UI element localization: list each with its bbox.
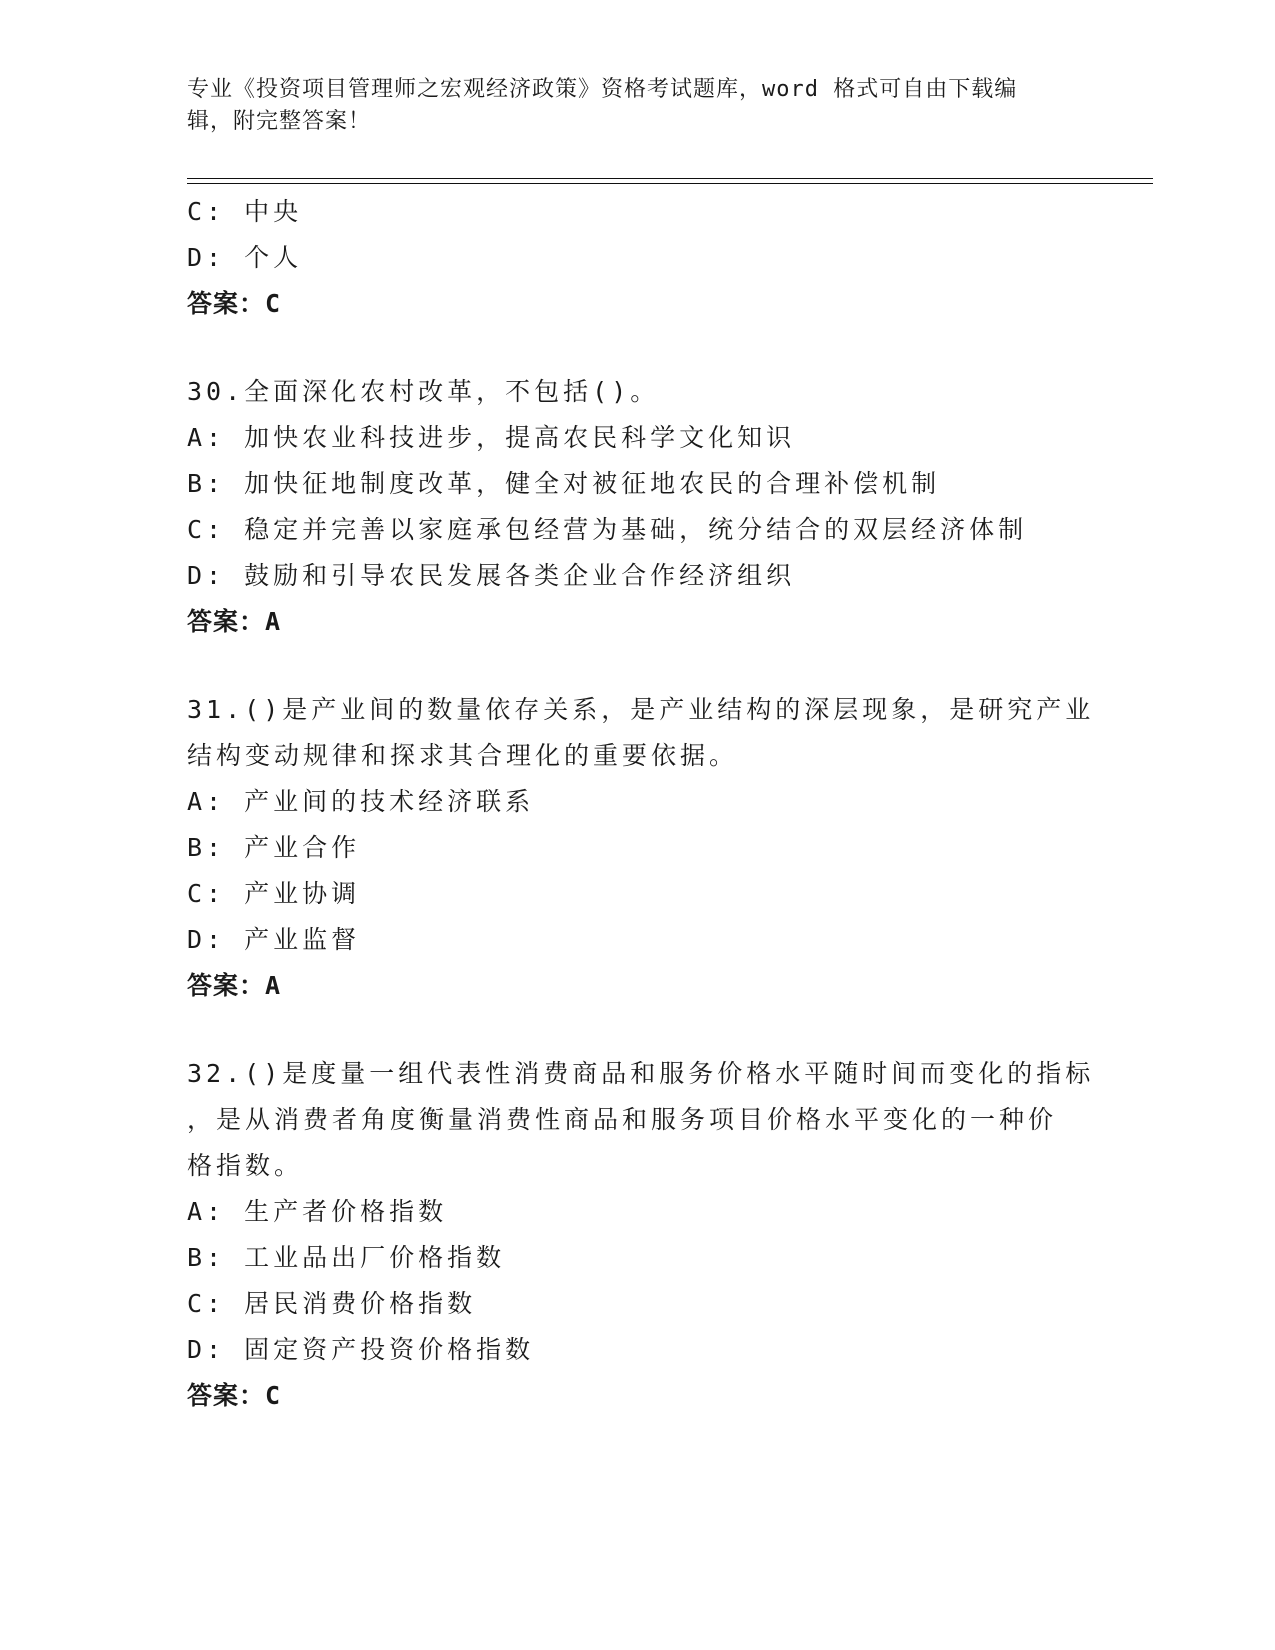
q30-answer: 答案：A bbox=[187, 607, 282, 636]
q30-option-d: D: 鼓励和引导农民发展各类企业合作经济组织 bbox=[187, 561, 796, 590]
q31-stem-line-1: 31.()是产业间的数量依存关系，是产业结构的深层现象，是研究产业 bbox=[187, 695, 1095, 724]
q32-option-a: A: 生产者价格指数 bbox=[187, 1197, 448, 1226]
question-30 bbox=[187, 369, 1087, 645]
q32-option-d: D: 固定资产投资价格指数 bbox=[187, 1335, 535, 1364]
q29-option-c: C: 中央 bbox=[187, 197, 303, 226]
q31-option-c: C: 产业协调 bbox=[187, 879, 361, 908]
q32-answer: 答案：C bbox=[187, 1381, 282, 1410]
q30-option-a: A: 加快农业科技进步，提高农民科学文化知识 bbox=[187, 423, 796, 452]
q32-stem-line-1: 32.()是度量一组代表性消费商品和服务价格水平随时间而变化的指标 bbox=[187, 1059, 1095, 1088]
header-divider-top bbox=[187, 178, 1153, 179]
q32-stem-line-2: ，是从消费者角度衡量消费性商品和服务项目价格水平变化的一种价 bbox=[187, 1105, 1058, 1134]
document-body bbox=[187, 189, 1095, 1419]
q31-option-b: B: 产业合作 bbox=[187, 833, 361, 862]
q29-answer: 答案：C bbox=[187, 289, 282, 318]
q30-stem: 30.全面深化农村改革，不包括()。 bbox=[187, 377, 660, 406]
question-32 bbox=[187, 1051, 1095, 1419]
q30-option-c: C: 稳定并完善以家庭承包经营为基础，统分结合的双层经济体制 bbox=[187, 515, 1028, 544]
header-divider-bottom bbox=[187, 183, 1153, 184]
q31-option-d: D: 产业监督 bbox=[187, 925, 361, 954]
header-line-2: 辑，附完整答案！ bbox=[187, 109, 372, 134]
q29-option-d: D: 个人 bbox=[187, 243, 303, 272]
document-header bbox=[187, 74, 1067, 138]
q32-option-b: B: 工业品出厂价格指数 bbox=[187, 1243, 506, 1272]
q31-option-a: A: 产业间的技术经济联系 bbox=[187, 787, 535, 816]
question-31 bbox=[187, 687, 1095, 1009]
q32-stem-line-3: 格指数。 bbox=[187, 1151, 304, 1180]
q30-option-b: B: 加快征地制度改革，健全对被征地农民的合理补偿机制 bbox=[187, 469, 941, 498]
q31-stem-line-2: 结构变动规律和探求其合理化的重要依据。 bbox=[187, 741, 739, 770]
q32-option-c: C: 居民消费价格指数 bbox=[187, 1289, 477, 1318]
q31-answer: 答案：A bbox=[187, 971, 282, 1000]
question-29-tail bbox=[187, 189, 1087, 327]
header-line-1: 专业《投资项目管理师之宏观经济政策》资格考试题库，word 格式可自由下载编 bbox=[187, 77, 1018, 102]
